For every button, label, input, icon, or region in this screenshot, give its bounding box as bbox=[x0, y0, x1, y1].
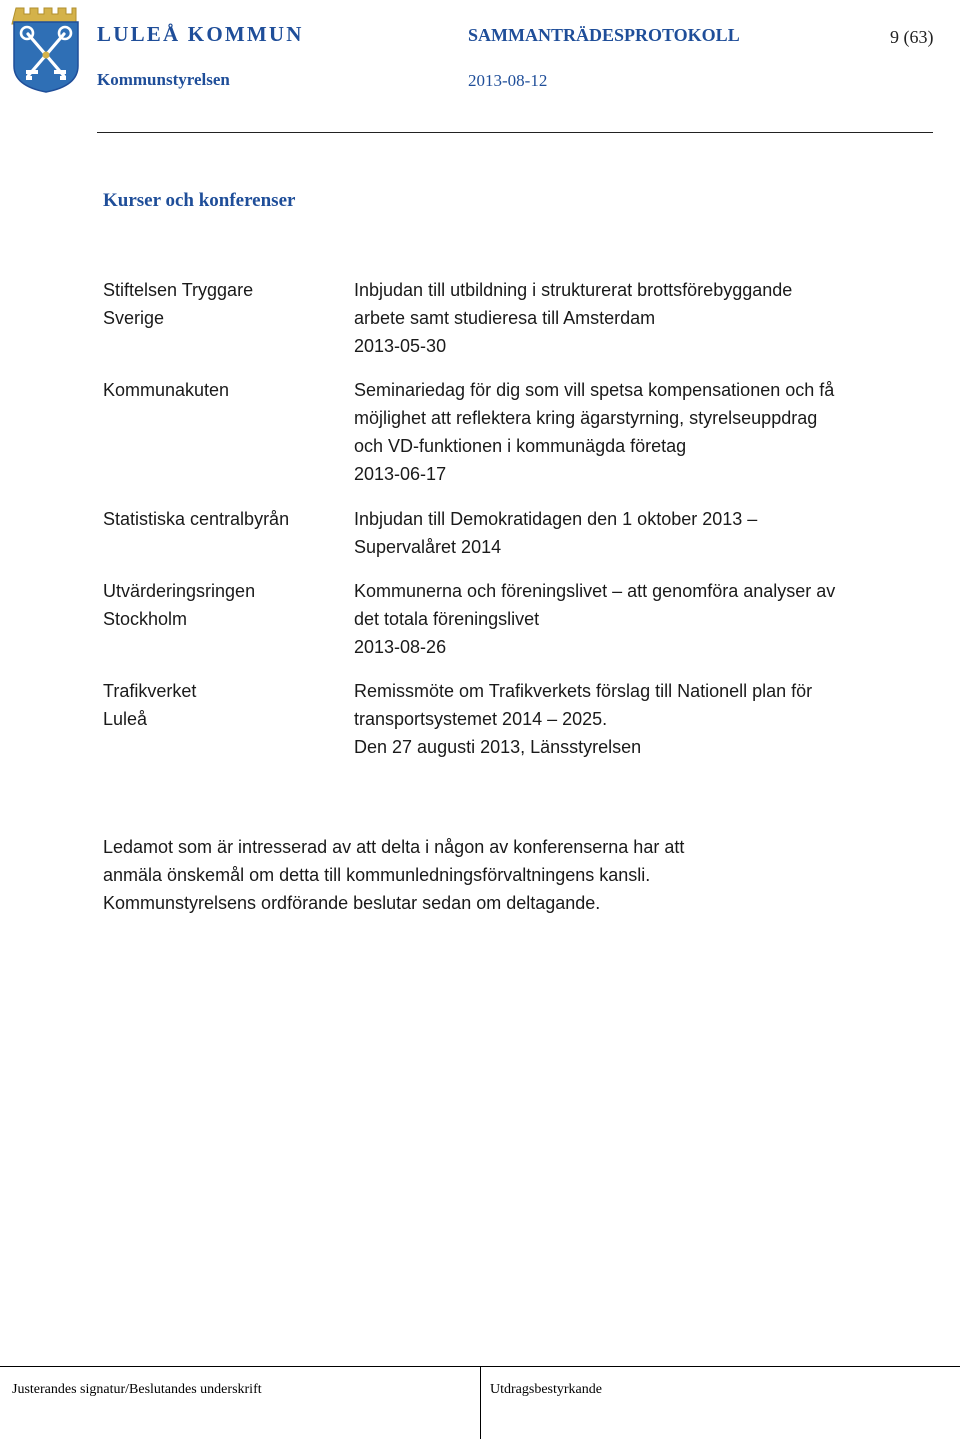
topic-line: Inbjudan till Demokratidagen den 1 oktober 2013 – bbox=[354, 509, 758, 529]
certification-label: Utdragsbestyrkande bbox=[490, 1382, 602, 1397]
document-type: SAMMANTRÄDESPROTOKOLL bbox=[468, 25, 740, 45]
invitation-topic bbox=[354, 677, 929, 761]
topic-line: Seminariedag för dig som vill spetsa kompensationen och få bbox=[354, 380, 835, 400]
sender-line: Sverige bbox=[103, 308, 165, 328]
page-number: 9 (63) bbox=[890, 27, 934, 47]
invitation-topic bbox=[354, 276, 929, 360]
organization-unit: Kommunstyrelsen bbox=[97, 70, 230, 89]
sender-line: Kommunakuten bbox=[103, 380, 230, 400]
sender-line: Trafikverket bbox=[103, 681, 197, 701]
topic-line: transportsystemet 2014 – 2025. bbox=[354, 709, 608, 729]
invitation-sender bbox=[103, 376, 348, 404]
topic-date: 2013-05-30 bbox=[354, 336, 447, 356]
section-title: Kurser och konferenser bbox=[103, 190, 296, 211]
invitation-topic bbox=[354, 376, 929, 488]
sender-line: Statistiska centralbyrån bbox=[103, 509, 290, 529]
signature-label: Justerandes signatur/Beslutandes underskrift bbox=[12, 1382, 262, 1397]
sender-line: Luleå bbox=[103, 709, 148, 729]
topic-line: arbete samt studieresa till Amsterdam bbox=[354, 308, 656, 328]
signature-box bbox=[0, 1366, 481, 1439]
topic-line: Kommunerna och föreningslivet – att genomföra analyser av bbox=[354, 581, 836, 601]
invitation-topic bbox=[354, 505, 929, 561]
topic-date: 2013-08-26 bbox=[354, 637, 447, 657]
topic-line: Den 27 augusti 2013, Länsstyrelsen bbox=[354, 737, 642, 757]
topic-line: möjlighet att reflektera kring ägarstyrning, styrelseuppdrag bbox=[354, 408, 818, 428]
note-line: Kommunstyrelsens ordförande beslutar sedan om deltagande. bbox=[103, 893, 601, 913]
invitation-sender bbox=[103, 577, 348, 633]
organization-name: LULEÅ KOMMUN bbox=[97, 22, 304, 46]
topic-line: det totala föreningslivet bbox=[354, 609, 540, 629]
document-date: 2013-08-12 bbox=[468, 71, 548, 90]
topic-date: 2013-06-17 bbox=[354, 464, 447, 484]
certification-box bbox=[480, 1366, 959, 1439]
invitation-sender bbox=[103, 276, 348, 332]
sender-line: Stiftelsen Tryggare bbox=[103, 280, 254, 300]
invitation-sender bbox=[103, 677, 348, 733]
invitation-topic bbox=[354, 577, 929, 661]
header-divider bbox=[97, 132, 933, 133]
coat-of-arms-logo bbox=[10, 4, 82, 96]
note-line: anmäla önskemål om detta till kommunledningsförvaltningens kansli. bbox=[103, 865, 651, 885]
sender-line: Stockholm bbox=[103, 609, 188, 629]
topic-line: Remissmöte om Trafikverkets förslag till Nationell plan för bbox=[354, 681, 813, 701]
invitation-sender bbox=[103, 505, 348, 533]
sender-line: Utvärderingsringen bbox=[103, 581, 256, 601]
topic-line: Supervalåret 2014 bbox=[354, 537, 502, 557]
note-paragraph bbox=[103, 833, 903, 917]
note-line: Ledamot som är intresserad av att delta i någon av konferenserna har att bbox=[103, 837, 685, 857]
topic-line: och VD-funktionen i kommunägda företag bbox=[354, 436, 687, 456]
topic-line: Inbjudan till utbildning i strukturerat brottsförebyggande bbox=[354, 280, 793, 300]
